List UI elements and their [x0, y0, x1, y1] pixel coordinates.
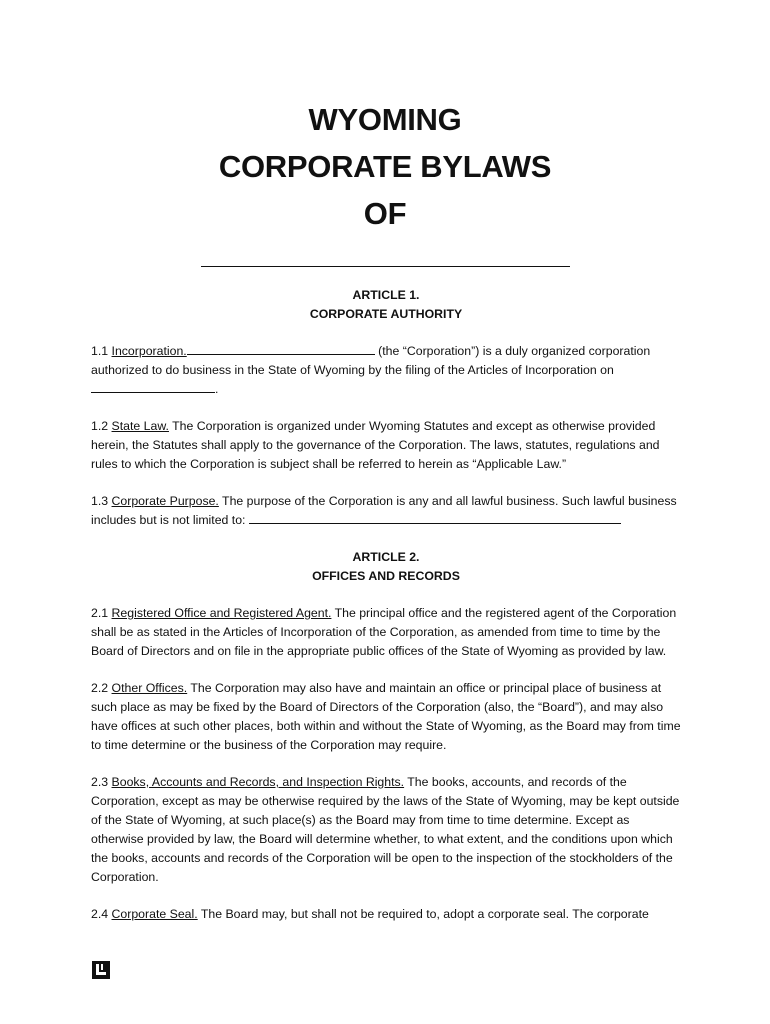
- section-number: 1.1: [91, 344, 109, 358]
- article-2-heading: OFFICES AND RECORDS: [312, 569, 460, 583]
- section-label: Other Offices.: [111, 681, 188, 695]
- section-2-4: [91, 905, 681, 924]
- filing-date-blank[interactable]: [91, 380, 215, 393]
- section-1-1: [91, 342, 681, 399]
- title-line-1: WYOMING: [308, 102, 462, 137]
- article-1-number: ARTICLE 1.: [352, 288, 420, 302]
- section-text: (the “Corporation”) is a duly organized corporation authorized to do business in the State of Wyoming by the filing of the Articles of Incorporation on: [91, 344, 651, 377]
- section-label: Registered Office and Registered Agent.: [111, 606, 332, 620]
- section-label: Corporate Purpose.: [111, 494, 219, 508]
- section-text: The Corporation may also have and maintain an office or principal place of business at such place as may be fixed by the Board of Directors of the Corporation (also, the “Board”), and may also have offices at such other places, both within and without the State of Wyoming, as the Board may from time to time determine or the business of the Corporation may require.: [91, 681, 681, 752]
- document-body: [91, 286, 681, 924]
- section-label: State Law.: [111, 419, 169, 433]
- article-1-heading: CORPORATE AUTHORITY: [309, 307, 463, 321]
- section-text: The principal office and the registered agent of the Corporation shall be as stated in the Articles of Incorporation of the Corporation, as amended from time to time by the Board of Directors and on file in the appropriate public offices of the State of Wyoming as provided by law.: [91, 606, 677, 658]
- title-line-3: OF: [363, 196, 407, 231]
- brand-logo-icon: [92, 961, 110, 979]
- section-number: 2.3: [91, 775, 109, 789]
- section-text: The Board may, but shall not be required to, adopt a corporate seal. The corporate: [197, 907, 649, 921]
- document-title: [0, 96, 770, 237]
- section-number: 2.2: [91, 681, 109, 695]
- section-text: The Corporation is organized under Wyoming Statutes and except as otherwise provided herein, the Statutes shall apply to the governance of the Corporation. The laws, statutes, regulations and rules to which the Corporation is subject shall be referred to herein as “Applicable Law.”: [91, 419, 660, 471]
- section-1-3: [91, 492, 681, 530]
- section-2-3: [91, 773, 681, 887]
- corporation-name-blank[interactable]: [201, 266, 570, 267]
- section-number: 1.2: [91, 419, 109, 433]
- section-label: Incorporation.: [111, 344, 187, 358]
- section-2-2: [91, 679, 681, 755]
- title-line-2: CORPORATE BYLAWS: [218, 149, 552, 184]
- section-label: Books, Accounts and Records, and Inspection Rights.: [111, 775, 405, 789]
- business-purpose-blank[interactable]: [249, 511, 621, 524]
- section-text: The purpose of the Corporation is any and all lawful business. Such lawful business includes but is not limited to:: [91, 494, 677, 527]
- section-1-2: [91, 417, 681, 474]
- section-number: 2.1: [91, 606, 109, 620]
- section-text: The books, accounts, and records of the Corporation, except as may be otherwise required by the laws of the State of Wyoming, may be kept outside of the State of Wyoming, at such place(s) as the Board may from time to time determine. Except as otherwise provided by law, the Board will determine whether, to what extent, and the conditions upon which the books, accounts and records of the Corporation will be open to the inspection of the stockholders of the Corporation.: [91, 775, 680, 884]
- incorporation-name-blank[interactable]: [187, 342, 375, 355]
- article-2-number: ARTICLE 2.: [352, 550, 420, 564]
- section-number: 2.4: [91, 907, 109, 921]
- section-text-end: .: [215, 382, 219, 396]
- section-2-1: [91, 604, 681, 661]
- section-label: Corporate Seal.: [111, 907, 198, 921]
- section-number: 1.3: [91, 494, 109, 508]
